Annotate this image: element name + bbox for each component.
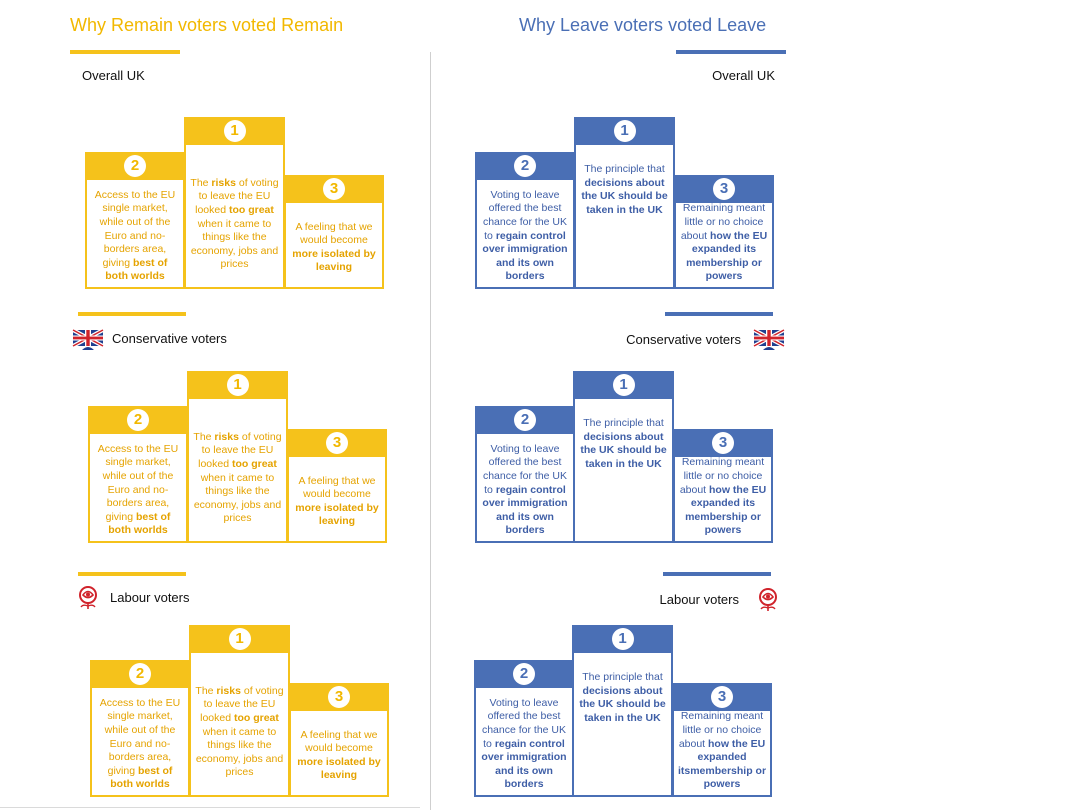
rank-badge: 3	[328, 686, 350, 708]
reason-text: A feeling that we would become more isolated by leaving	[297, 728, 381, 782]
remain-title-rule	[70, 50, 180, 54]
rank-badge: 2	[129, 663, 151, 685]
rank-badge: 1	[612, 628, 634, 650]
remain-section-rule-3	[78, 572, 186, 576]
reason-text: Voting to leave offered the best chance for the UK to regain control over immigration and its own borders	[482, 442, 568, 537]
leave-section-rule-3	[663, 572, 771, 576]
rank-badge: 1	[614, 120, 636, 142]
rank-header	[672, 683, 772, 711]
labour-rose-logo-icon	[752, 586, 784, 612]
emphasis-text: too great	[228, 204, 274, 217]
reason-text: A feeling that we would become more isolated by leaving	[295, 474, 379, 528]
emphasis-text: how the EU expanded itsmembership or powers	[677, 737, 767, 791]
rank-badge: 3	[323, 178, 345, 200]
emphasis-text: regain control over immigration and its own borders	[481, 737, 567, 791]
leave-section-label-conservative: Conservative voters	[626, 332, 741, 347]
column-divider	[430, 52, 431, 810]
reason-text: Remaining meant little or no choice about how the EU expanded its membership or powers	[680, 202, 768, 283]
remain-overall-reason-2	[85, 152, 185, 289]
reason-text: Remaining meant little or no choice about how the EU expanded its membership or powers	[679, 456, 767, 537]
reason-text: Access to the EU single market, while out of the Euro and no-borders area, giving best of both worlds	[99, 696, 181, 791]
reason-text: The principle that decisions about the UK should be taken in the UK	[580, 417, 667, 470]
reason-text: Voting to leave offered the best chance for the UK to regain control over immigration and its own borders	[482, 188, 568, 283]
reason-text: The principle that decisions about the UK should be taken in the UK	[579, 671, 666, 724]
remain-labour-reason-3	[289, 683, 389, 797]
rank-badge: 3	[326, 432, 348, 454]
remain-conservative-reason-2	[88, 406, 188, 543]
reason-text: The risks of voting to leave the EU looked too great when it came to things like the economy, jobs and prices	[193, 430, 282, 525]
remain-conservative-reason-1	[187, 371, 288, 543]
leave-conservative-reason-2	[475, 406, 575, 543]
remain-conservative-reason-3	[287, 429, 387, 543]
rank-badge: 2	[124, 155, 146, 177]
rank-header	[673, 429, 773, 457]
emphasis-text: more isolated by leaving	[292, 247, 376, 274]
leave-title: Why Leave voters voted Leave	[519, 15, 767, 35]
remain-title: Why Remain voters voted Remain	[70, 15, 344, 35]
reason-text: Access to the EU single market, while out of the Euro and no-borders area, giving best of both worlds	[94, 188, 176, 283]
emphasis-text: best of both worlds	[110, 764, 173, 791]
rank-header	[90, 660, 190, 688]
remain-section-label-labour: Labour voters	[110, 590, 190, 605]
leave-labour-reason-2	[474, 660, 574, 797]
emphasis-text: regain control over immigration and its own borders	[482, 483, 568, 537]
rank-badge: 3	[713, 178, 735, 200]
emphasis-text: risks	[214, 430, 239, 443]
reason-text: A feeling that we would become more isolated by leaving	[292, 220, 376, 274]
emphasis-text: decisions about the UK should be taken in the UK	[580, 430, 667, 470]
rank-header	[573, 371, 674, 399]
reason-text: The risks of voting to leave the EU looked too great when it came to things like the economy, jobs and prices	[195, 684, 284, 779]
rank-header	[574, 117, 675, 145]
conservative-tree-logo-icon	[753, 326, 785, 352]
rank-badge: 1	[227, 374, 249, 396]
bottom-line	[0, 807, 420, 808]
rank-header	[85, 152, 185, 180]
emphasis-text: too great	[233, 712, 279, 725]
rank-header	[287, 429, 387, 457]
emphasis-text: risks	[216, 684, 241, 697]
labour-rose-logo-icon	[72, 584, 104, 610]
rank-badge: 3	[711, 686, 733, 708]
rank-badge: 1	[224, 120, 246, 142]
reason-text: Voting to leave offered the best chance for the UK to regain control over immigration and its own borders	[481, 696, 567, 791]
rank-header	[289, 683, 389, 711]
emphasis-text: more isolated by leaving	[295, 501, 379, 528]
remain-section-label-overall: Overall UK	[82, 68, 145, 83]
remain-section-rule-2	[78, 312, 186, 316]
rank-header	[475, 406, 575, 434]
rank-badge: 2	[514, 155, 536, 177]
leave-overall-reason-2	[475, 152, 575, 289]
leave-section-label-overall: Overall UK	[712, 68, 775, 83]
leave-section-label-labour: Labour voters	[659, 592, 739, 607]
conservative-tree-logo-icon	[72, 326, 104, 352]
rank-header	[674, 175, 774, 203]
leave-overall-reason-3	[674, 175, 774, 289]
reason-text: The principle that decisions about the UK should be taken in the UK	[581, 163, 668, 216]
emphasis-text: too great	[231, 458, 277, 471]
leave-conservative-reason-3	[673, 429, 773, 543]
emphasis-text: risks	[211, 176, 236, 189]
rank-header	[184, 117, 285, 145]
rank-badge: 2	[513, 663, 535, 685]
leave-labour-reason-3	[672, 683, 772, 797]
leave-title-rule	[676, 50, 786, 54]
emphasis-text: how the EU expanded its membership or powers	[686, 229, 768, 283]
emphasis-text: decisions about the UK should be taken in the UK	[579, 684, 666, 724]
rank-badge: 2	[514, 409, 536, 431]
reason-text: Remaining meant little or no choice about how the EU expanded itsmembership or powers	[677, 710, 767, 791]
emphasis-text: more isolated by leaving	[297, 755, 381, 782]
rank-badge: 2	[127, 409, 149, 431]
rank-badge: 1	[229, 628, 251, 650]
emphasis-text: how the EU expanded its membership or powers	[685, 483, 767, 537]
rank-header	[475, 152, 575, 180]
leave-conservative-reason-1	[573, 371, 674, 543]
leave-overall-reason-1	[574, 117, 675, 289]
rank-badge: 1	[613, 374, 635, 396]
emphasis-text: best of both worlds	[108, 510, 171, 537]
emphasis-text: regain control over immigration and its own borders	[482, 229, 568, 283]
rank-header	[572, 625, 673, 653]
rank-header	[189, 625, 290, 653]
emphasis-text: best of both worlds	[105, 256, 168, 283]
rank-header	[88, 406, 188, 434]
remain-labour-reason-1	[189, 625, 290, 797]
remain-overall-reason-3	[284, 175, 384, 289]
leave-section-rule-2	[665, 312, 773, 316]
rank-header	[284, 175, 384, 203]
remain-section-label-conservative: Conservative voters	[112, 331, 227, 346]
emphasis-text: decisions about the UK should be taken in the UK	[581, 176, 668, 216]
reason-text: Access to the EU single market, while out of the Euro and no-borders area, giving best of both worlds	[97, 442, 179, 537]
remain-labour-reason-2	[90, 660, 190, 797]
rank-header	[187, 371, 288, 399]
reason-text: The risks of voting to leave the EU looked too great when it came to things like the economy, jobs and prices	[190, 176, 279, 271]
leave-labour-reason-1	[572, 625, 673, 797]
remain-overall-reason-1	[184, 117, 285, 289]
rank-header	[474, 660, 574, 688]
rank-badge: 3	[712, 432, 734, 454]
